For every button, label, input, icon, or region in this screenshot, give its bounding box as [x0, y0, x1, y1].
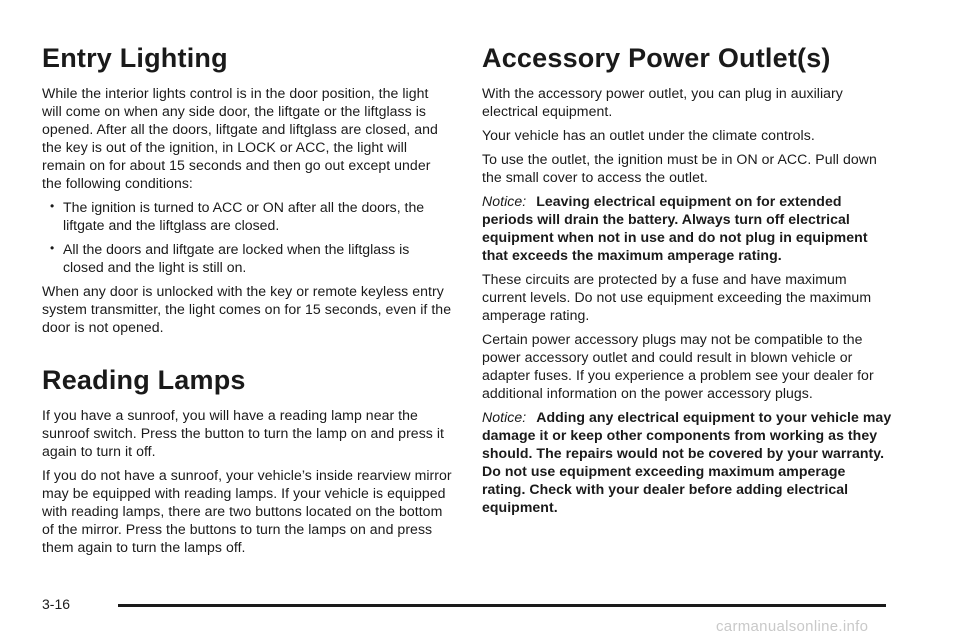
entry-lighting-paragraph-2: When any door is unlocked with the key or remote keyless entry system transmitter, the light comes on for 15 seconds, even if the door is not opened. [42, 283, 452, 335]
entry-lighting-heading: Entry Lighting [42, 43, 228, 73]
bullet-icon: • [50, 199, 55, 213]
outlet-paragraph-4: These circuits are protected by a fuse and have maximum current levels. Do not use equipment exceeding the maximum amperage rating. [482, 271, 872, 323]
watermark: carmanualsonline.info [716, 618, 869, 635]
notice-text: Adding any electrical equipment to your vehicle may damage it or keep other components from working as they should. The repairs would not be covered by your warranty. Do not use equipment exceeding maximum amperage rating. Check with your dealer before adding electrical equipment. [482, 409, 892, 515]
reading-lamps-paragraph-2: If you do not have a sunroof, your vehicle’s inside rearview mirror may be equipped with reading lamps. If your vehicle is equipped with reading lamps, there are two buttons located on the bottom of the mirror. Press the buttons to turn the lamps on and press them again to turn the lamps off. [42, 467, 452, 555]
notice-warranty [482, 408, 892, 516]
notice-label: Notice: [482, 409, 527, 425]
notice-battery [482, 192, 892, 264]
right-column [482, 40, 892, 516]
reading-lamps-heading: Reading Lamps [42, 365, 246, 395]
entry-lighting-paragraph-1: While the interior lights control is in the door position, the light will come on when any side door, the liftgate or the liftglass is opened. After all the doors, liftgate and liftglass are closed, and the key is out of the ignition, in LOCK or ACC, the light will remain on for about 15 seconds and then go out except under the following conditions: [42, 85, 438, 191]
reading-lamps-paragraph-1: If you have a sunroof, you will have a reading lamp near the sunroof switch. Press the button to turn the lamp on and press it again to turn it off. [42, 407, 445, 459]
footer-divider [118, 604, 886, 607]
page-number: 3-16 [42, 596, 71, 612]
outlet-paragraph-2: Your vehicle has an outlet under the climate controls. [482, 127, 815, 143]
list-item: • All the doors and liftgate are locked when the liftglass is closed and the light is still on. [50, 241, 410, 275]
outlet-paragraph-1: With the accessory power outlet, you can plug in auxiliary electrical equipment. [482, 85, 843, 119]
outlet-paragraph-3: To use the outlet, the ignition must be in ON or ACC. Pull down the small cover to access the outlet. [482, 151, 877, 185]
notice-text: Leaving electrical equipment on for extended periods will drain the battery. Always turn off electrical equipment when not in use and do not plug in equipment that exceeds the maximum amperage rating. [482, 193, 868, 263]
entry-lighting-conditions-list [42, 198, 452, 276]
outlet-paragraph-5: Certain power accessory plugs may not be compatible to the power accessory outlet and could result in blown vehicle or adapter fuses. If you experience a problem see your dealer for additional information on the power accessory plugs. [482, 331, 874, 401]
left-column [42, 40, 452, 556]
notice-label: Notice: [482, 193, 527, 209]
list-item: • The ignition is turned to ACC or ON after all the doors, the liftgate and the liftglass are closed. [50, 199, 425, 233]
bullet-icon: • [50, 241, 55, 255]
accessory-power-outlet-heading: Accessory Power Outlet(s) [482, 43, 831, 73]
